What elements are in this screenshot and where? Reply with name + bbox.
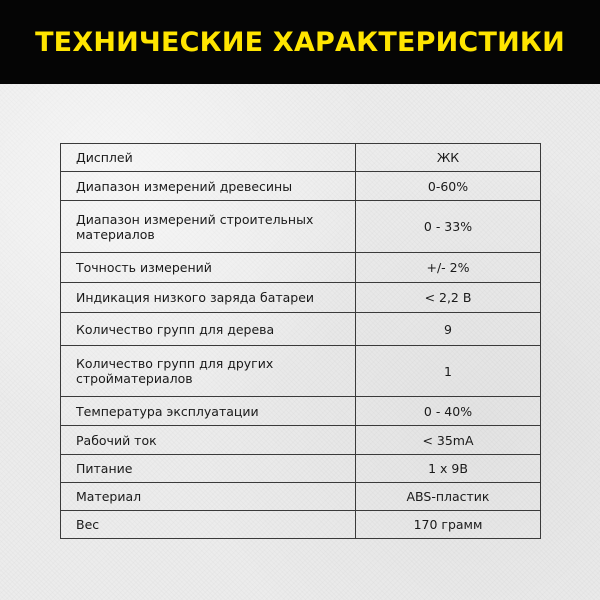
spec-value: 0 - 33% <box>356 201 541 253</box>
spec-row <box>61 346 541 397</box>
spec-row <box>61 455 541 483</box>
spec-value: ABS-пластик <box>356 483 541 511</box>
header-banner <box>0 0 600 84</box>
spec-row <box>61 283 541 313</box>
spec-value: +/- 2% <box>356 253 541 283</box>
spec-row <box>61 172 541 201</box>
spec-value: 0 - 40% <box>356 397 541 426</box>
spec-value: 0-60% <box>356 172 541 201</box>
spec-value: 9 <box>356 313 541 346</box>
spec-row <box>61 397 541 426</box>
specs-table <box>60 143 541 539</box>
spec-label: Индикация низкого заряда батареи <box>61 283 356 313</box>
spec-row <box>61 511 541 539</box>
spec-value: 1 <box>356 346 541 397</box>
spec-label: Количество групп для дерева <box>61 313 356 346</box>
spec-value: < 2,2 В <box>356 283 541 313</box>
spec-label: Диапазон измерений древесины <box>61 172 356 201</box>
spec-label: Питание <box>61 455 356 483</box>
spec-row <box>61 201 541 253</box>
spec-label: Рабочий ток <box>61 426 356 455</box>
spec-row <box>61 313 541 346</box>
spec-value: 1 x 9B <box>356 455 541 483</box>
spec-label: Количество групп для других стройматериалов <box>61 346 356 397</box>
spec-row <box>61 253 541 283</box>
spec-label: Материал <box>61 483 356 511</box>
spec-value: < 35mA <box>356 426 541 455</box>
spec-label: Диапазон измерений строительных материалов <box>61 201 356 253</box>
spec-label: Дисплей <box>61 144 356 172</box>
spec-row <box>61 144 541 172</box>
spec-value: ЖК <box>356 144 541 172</box>
spec-value: 170 грамм <box>356 511 541 539</box>
spec-label: Температура эксплуатации <box>61 397 356 426</box>
spec-row <box>61 426 541 455</box>
page-title: ТЕХНИЧЕСКИЕ ХАРАКТЕРИСТИКИ <box>35 26 565 58</box>
spec-label: Точность измерений <box>61 253 356 283</box>
spec-row <box>61 483 541 511</box>
spec-label: Вес <box>61 511 356 539</box>
